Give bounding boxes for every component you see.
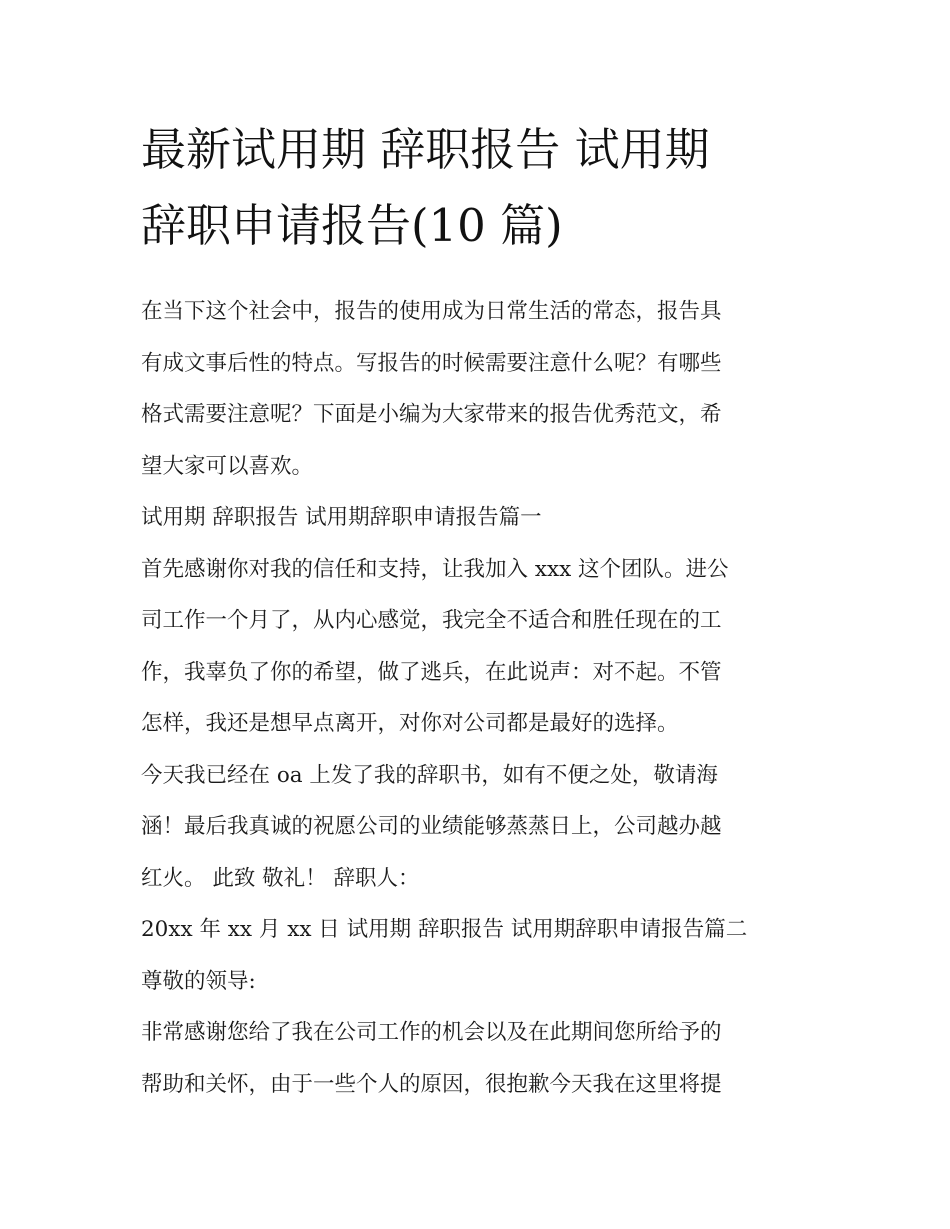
body-line: 有成文事后性的特点。写报告的时候需要注意什么呢？有哪些 [141, 350, 722, 376]
body-line: 作，我辜负了你的希望，做了逃兵，在此说声：对不起。不管 [141, 659, 722, 685]
body-line: 望大家可以喜欢。 [141, 453, 314, 479]
body-line: 涵！最后我真诚的祝愿公司的业绩能够蒸蒸日上，公司越办越 [141, 814, 722, 839]
title-line: 最新试用期 辞职报告 试用期 [141, 123, 710, 176]
body-line: 格式需要注意呢？下面是小编为大家带来的报告优秀范文，希 [141, 402, 722, 427]
document-title [141, 112, 813, 264]
body-line: 今天我已经在 oa 上发了我的辞职书，如有不便之处，敬请海 [141, 762, 718, 788]
document-body [141, 286, 813, 1110]
body-line: 非常感谢您给了我在公司工作的机会以及在此期间您所给予的 [141, 1020, 722, 1045]
body-line: 首先感谢你对我的信任和支持，让我加入 xxx 这个团队。进公 [141, 556, 729, 582]
body-line: 在当下这个社会中，报告的使用成为日常生活的常态，报告具 [141, 299, 722, 324]
document-page [141, 112, 813, 1110]
body-line: 帮助和关怀，由于一些个人的原因，很抱歉今天我在这里将提 [141, 1071, 722, 1097]
section-heading: 试用期 辞职报告 试用期辞职申请报告篇一 [141, 505, 542, 530]
body-line: 司工作一个月了，从内心感觉，我完全不适合和胜任现在的工 [141, 608, 722, 633]
salutation-line: 尊敬的领导: [141, 968, 256, 994]
body-line: 怎样，我还是想早点离开，对你对公司都是最好的选择。 [141, 711, 679, 736]
title-line: 辞职申请报告(10 篇) [141, 199, 563, 252]
body-line: 红火。 此致 敬礼！ 辞职人： [141, 865, 420, 891]
section-heading: 20xx 年 xx 月 xx 日 试用期 辞职报告 试用期辞职申请报告篇二 [141, 917, 748, 942]
